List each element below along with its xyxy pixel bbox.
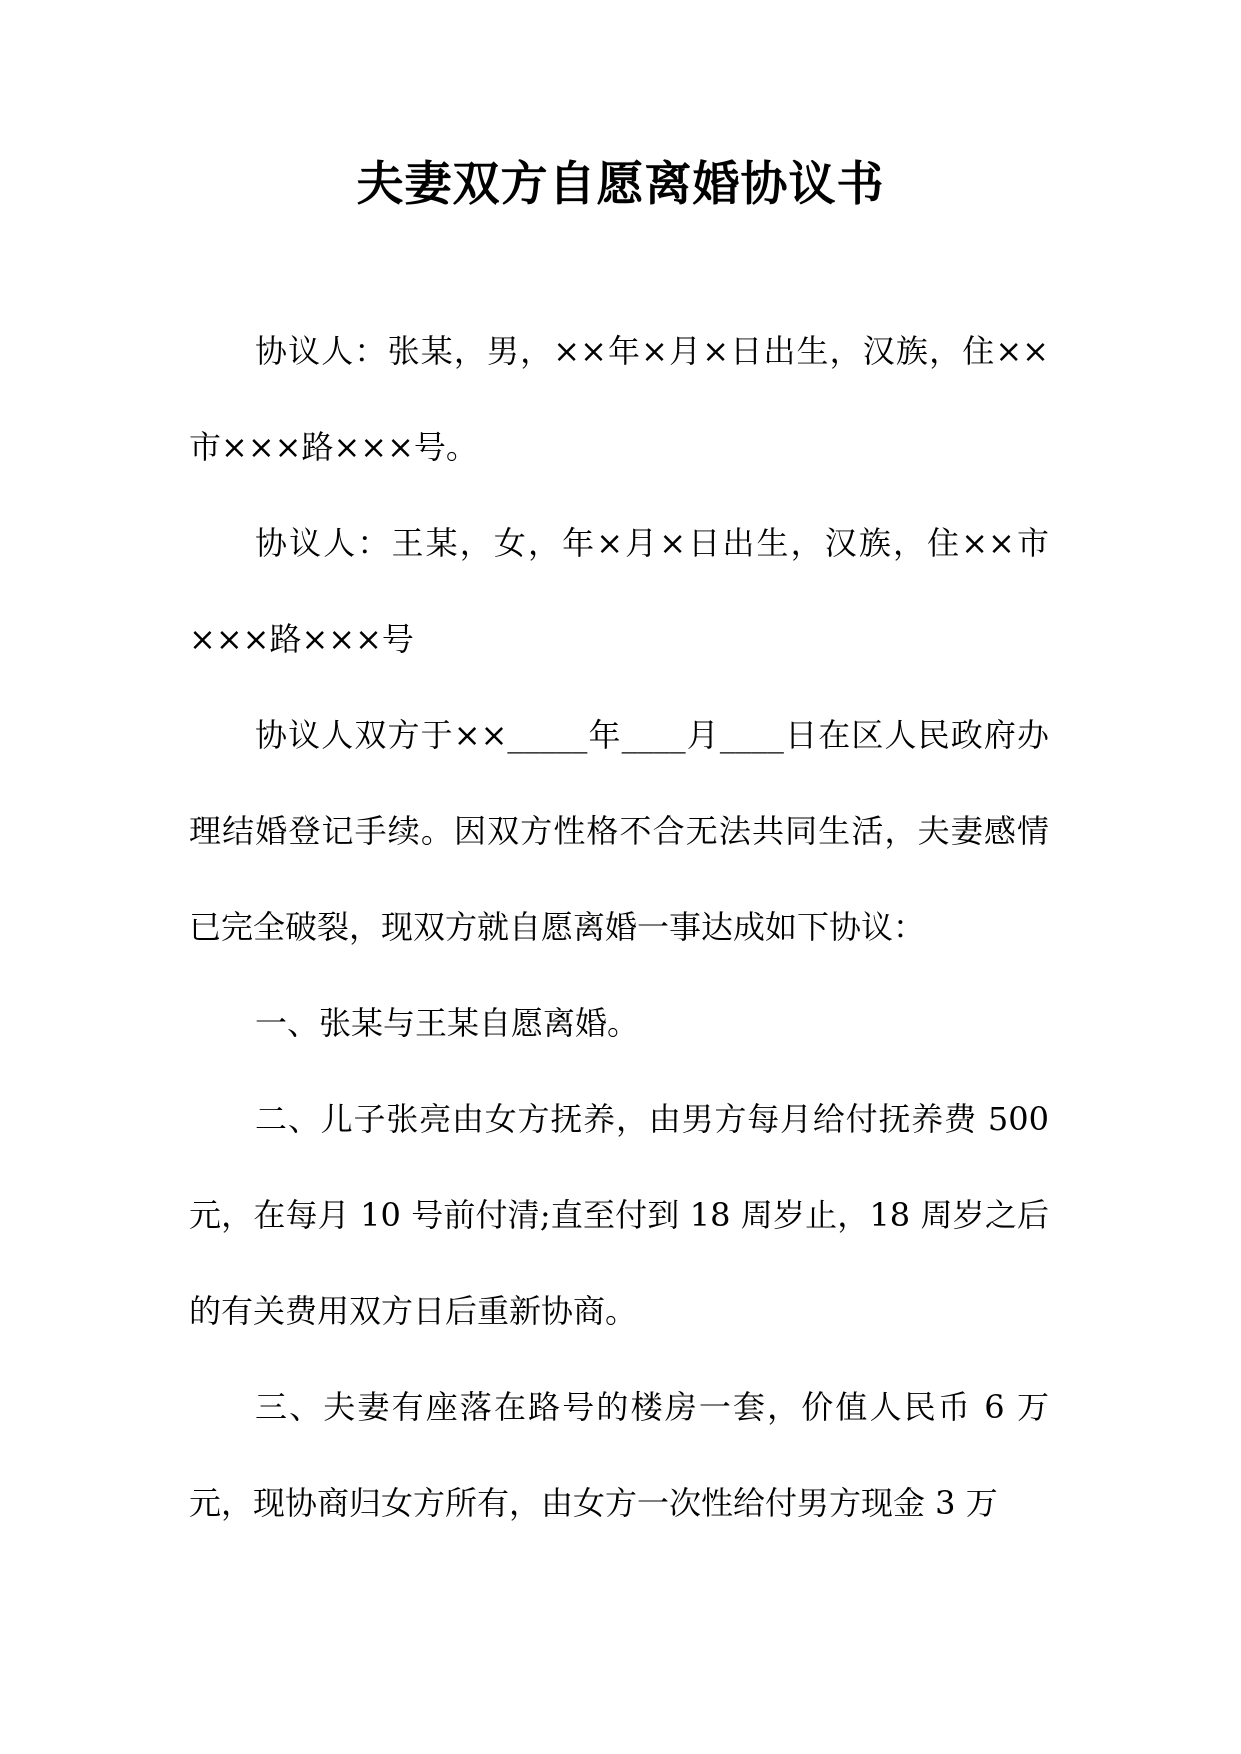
paragraph-party-2: 协议人：王某，女，年×月×日出生，汉族，住××市×××路×××号 — [189, 524, 1049, 658]
paragraph-clause-3: 三、夫妻有座落在路号的楼房一套，价值人民币 6 万元，现协商归女方所有，由女方一次性给付男方现金 3 万 — [189, 1388, 1049, 1522]
document-title: 夫妻双方自愿离婚协议书 — [356, 157, 885, 212]
document-body — [189, 303, 1049, 1551]
paragraph-party-1: 协议人：张某，男，××年×月×日出生，汉族，住××市×××路×××号。 — [189, 332, 1049, 466]
paragraph-preamble: 协议人双方于××_____年____月____日在区人民政府办理结婚登记手续。因双方性格不合无法共同生活，夫妻感情已完全破裂，现双方就自愿离婚一事达成如下协议： — [189, 716, 1049, 946]
paragraph-clause-1: 一、张某与王某自愿离婚。 — [255, 1004, 640, 1042]
paragraph-clause-2: 二、儿子张亮由女方抚养，由男方每月给付抚养费 500元，在每月 10 号前付清;直至付到 18 周岁止，18 周岁之后的有关费用双方日后重新协商。 — [189, 1100, 1049, 1330]
